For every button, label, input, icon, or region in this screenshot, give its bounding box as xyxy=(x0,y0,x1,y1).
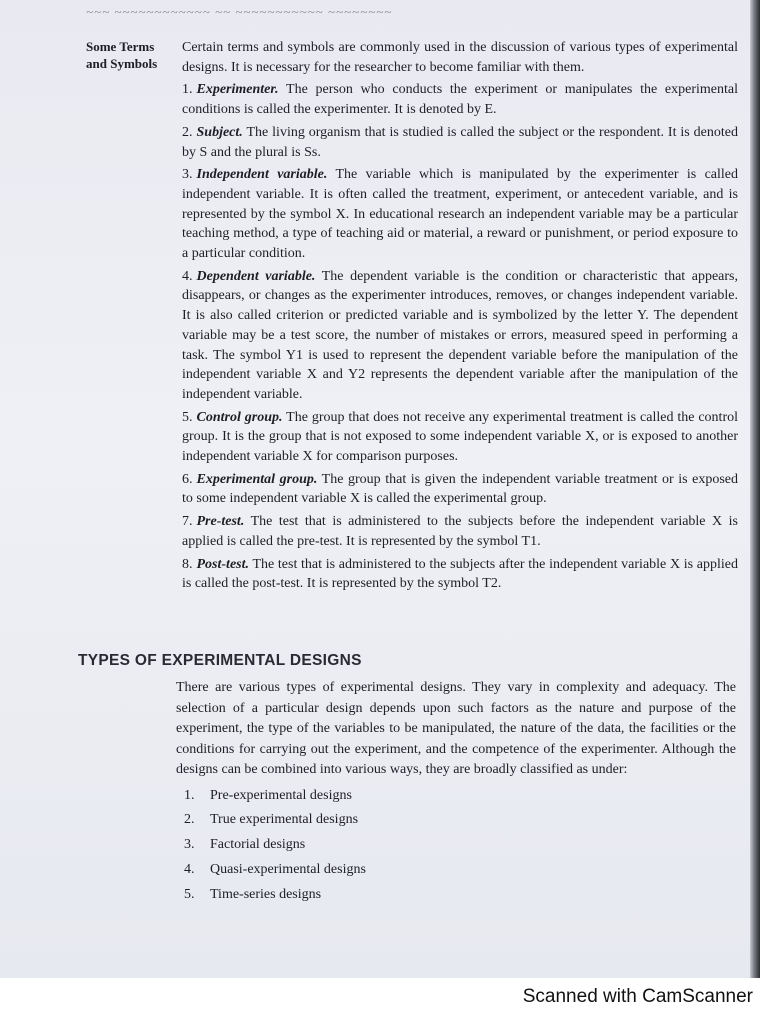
list-item xyxy=(184,833,736,858)
term-name: Subject. xyxy=(196,124,243,140)
term-number: 1. xyxy=(182,82,193,98)
section-heading: TYPES OF EXPERIMENTAL DESIGNS xyxy=(78,652,362,669)
list-number: 5. xyxy=(184,886,195,902)
term-number: 3. xyxy=(182,167,193,183)
term-item xyxy=(182,470,738,509)
term-name: Control group. xyxy=(196,409,283,425)
section-paragraph: There are various types of experimental designs. They vary in complexity and adequacy. The selection of a particular design depends upon such factors as the nature and purpose of the experiment, the type of the variables to be manipulated, the nature of the data, the facilities or the conditions for carrying out the experiment, and the competence of the experimenter. Although the designs can be combined into various ways, they are broadly classified as under: xyxy=(176,680,736,777)
list-label: Time-series designs xyxy=(210,886,322,902)
list-label: Quasi-experimental designs xyxy=(210,861,366,877)
term-name: Post-test. xyxy=(196,556,249,572)
term-name: Pre-test. xyxy=(196,514,245,530)
list-item xyxy=(184,883,736,908)
list-label: Pre-experimental designs xyxy=(210,787,352,803)
term-definition: The group that is given the independent variable treatment or is exposed to some independent variable X is called the experimental group. xyxy=(182,471,739,507)
list-item xyxy=(184,808,736,833)
book-spine-shadow xyxy=(750,0,760,978)
term-definition: The test that is administered to the subjects before the independent variable X is applied is called the pre-test. It is represented by the symbol T1. xyxy=(182,514,738,549)
term-number: 7. xyxy=(182,514,193,530)
list-number: 3. xyxy=(184,837,195,853)
side-heading-line2: and Symbols xyxy=(86,56,158,71)
design-types-list xyxy=(176,784,736,908)
term-item xyxy=(182,408,738,467)
term-definition: The person who conducts the experiment or manipulates the experimental conditions is called the experimenter. It is denoted by E. xyxy=(182,82,738,118)
term-item xyxy=(182,512,738,551)
term-item xyxy=(182,123,738,162)
term-number: 6. xyxy=(182,471,193,487)
list-number: 4. xyxy=(184,861,195,877)
camscanner-watermark: Scanned with CamScanner xyxy=(522,986,753,1007)
term-number: 2. xyxy=(182,124,193,140)
term-name: Experimental group. xyxy=(196,471,318,487)
list-item xyxy=(184,784,736,809)
term-item xyxy=(182,555,738,594)
list-number: 1. xyxy=(184,787,195,803)
term-item xyxy=(182,267,738,405)
term-number: 4. xyxy=(182,268,193,284)
term-name: Independent variable. xyxy=(196,167,328,183)
term-number: 8. xyxy=(182,556,193,572)
terms-column xyxy=(182,38,738,597)
list-label: Factorial designs xyxy=(210,837,306,853)
term-definition: The variable which is manipulated by the experimenter is called independent variable. It is often called the treatment, experiment, or antecedent variable, and is represented by the symbol X. In educational research an independent variable may be a particular teaching method, a type of teaching aid or material, a reward or punishment, or period exposure to a particular condition. xyxy=(182,167,739,262)
intro-paragraph: Certain terms and symbols are commonly used in the discussion of various types of experimental designs. It is necessary for the researcher to become familiar with them. xyxy=(182,40,738,75)
list-label: True experimental designs xyxy=(210,812,359,828)
term-name: Experimenter. xyxy=(196,82,279,98)
term-definition: The living organism that is studied is called the subject or the respondent. It is denoted by S and the plural is Ss. xyxy=(182,124,738,160)
side-heading-line1: Some Terms xyxy=(86,39,155,54)
term-item xyxy=(182,80,738,119)
running-head: ~~~ ~~~~~~~~~~~~ ~~ ~~~~~~~~~~~ ~~~~~~~~ xyxy=(86,4,393,19)
side-heading xyxy=(86,38,178,72)
term-name: Dependent variable. xyxy=(196,268,316,284)
term-item xyxy=(182,165,738,264)
list-number: 2. xyxy=(184,812,195,828)
term-number: 5. xyxy=(182,409,193,425)
term-definition: The dependent variable is the condition or characteristic that appears, disappears, or changes as the experimenter introduces, removes, or changes independent variable. It is also called criterion or predicted variable and is symbolized by the letter Y. The dependent variable may be a test score, the number of mistakes or errors, measured speed in performing a task. The symbol Y1 is used to represent the dependent variable before the manipulation of the independent variable X and Y2 represents the dependent variable after the manipulation of the independent variable. xyxy=(182,268,738,402)
term-definition: The group that does not receive any experimental treatment is called the control group. It is the group that is not exposed to some independent variable X, or is exposed to another independent variable X for comparison purposes. xyxy=(182,409,739,465)
term-definition: The test that is administered to the subjects after the independent variable X is applied is called the post-test. It is represented by the symbol T2. xyxy=(182,556,739,592)
list-item xyxy=(184,858,736,883)
types-section xyxy=(176,678,736,907)
